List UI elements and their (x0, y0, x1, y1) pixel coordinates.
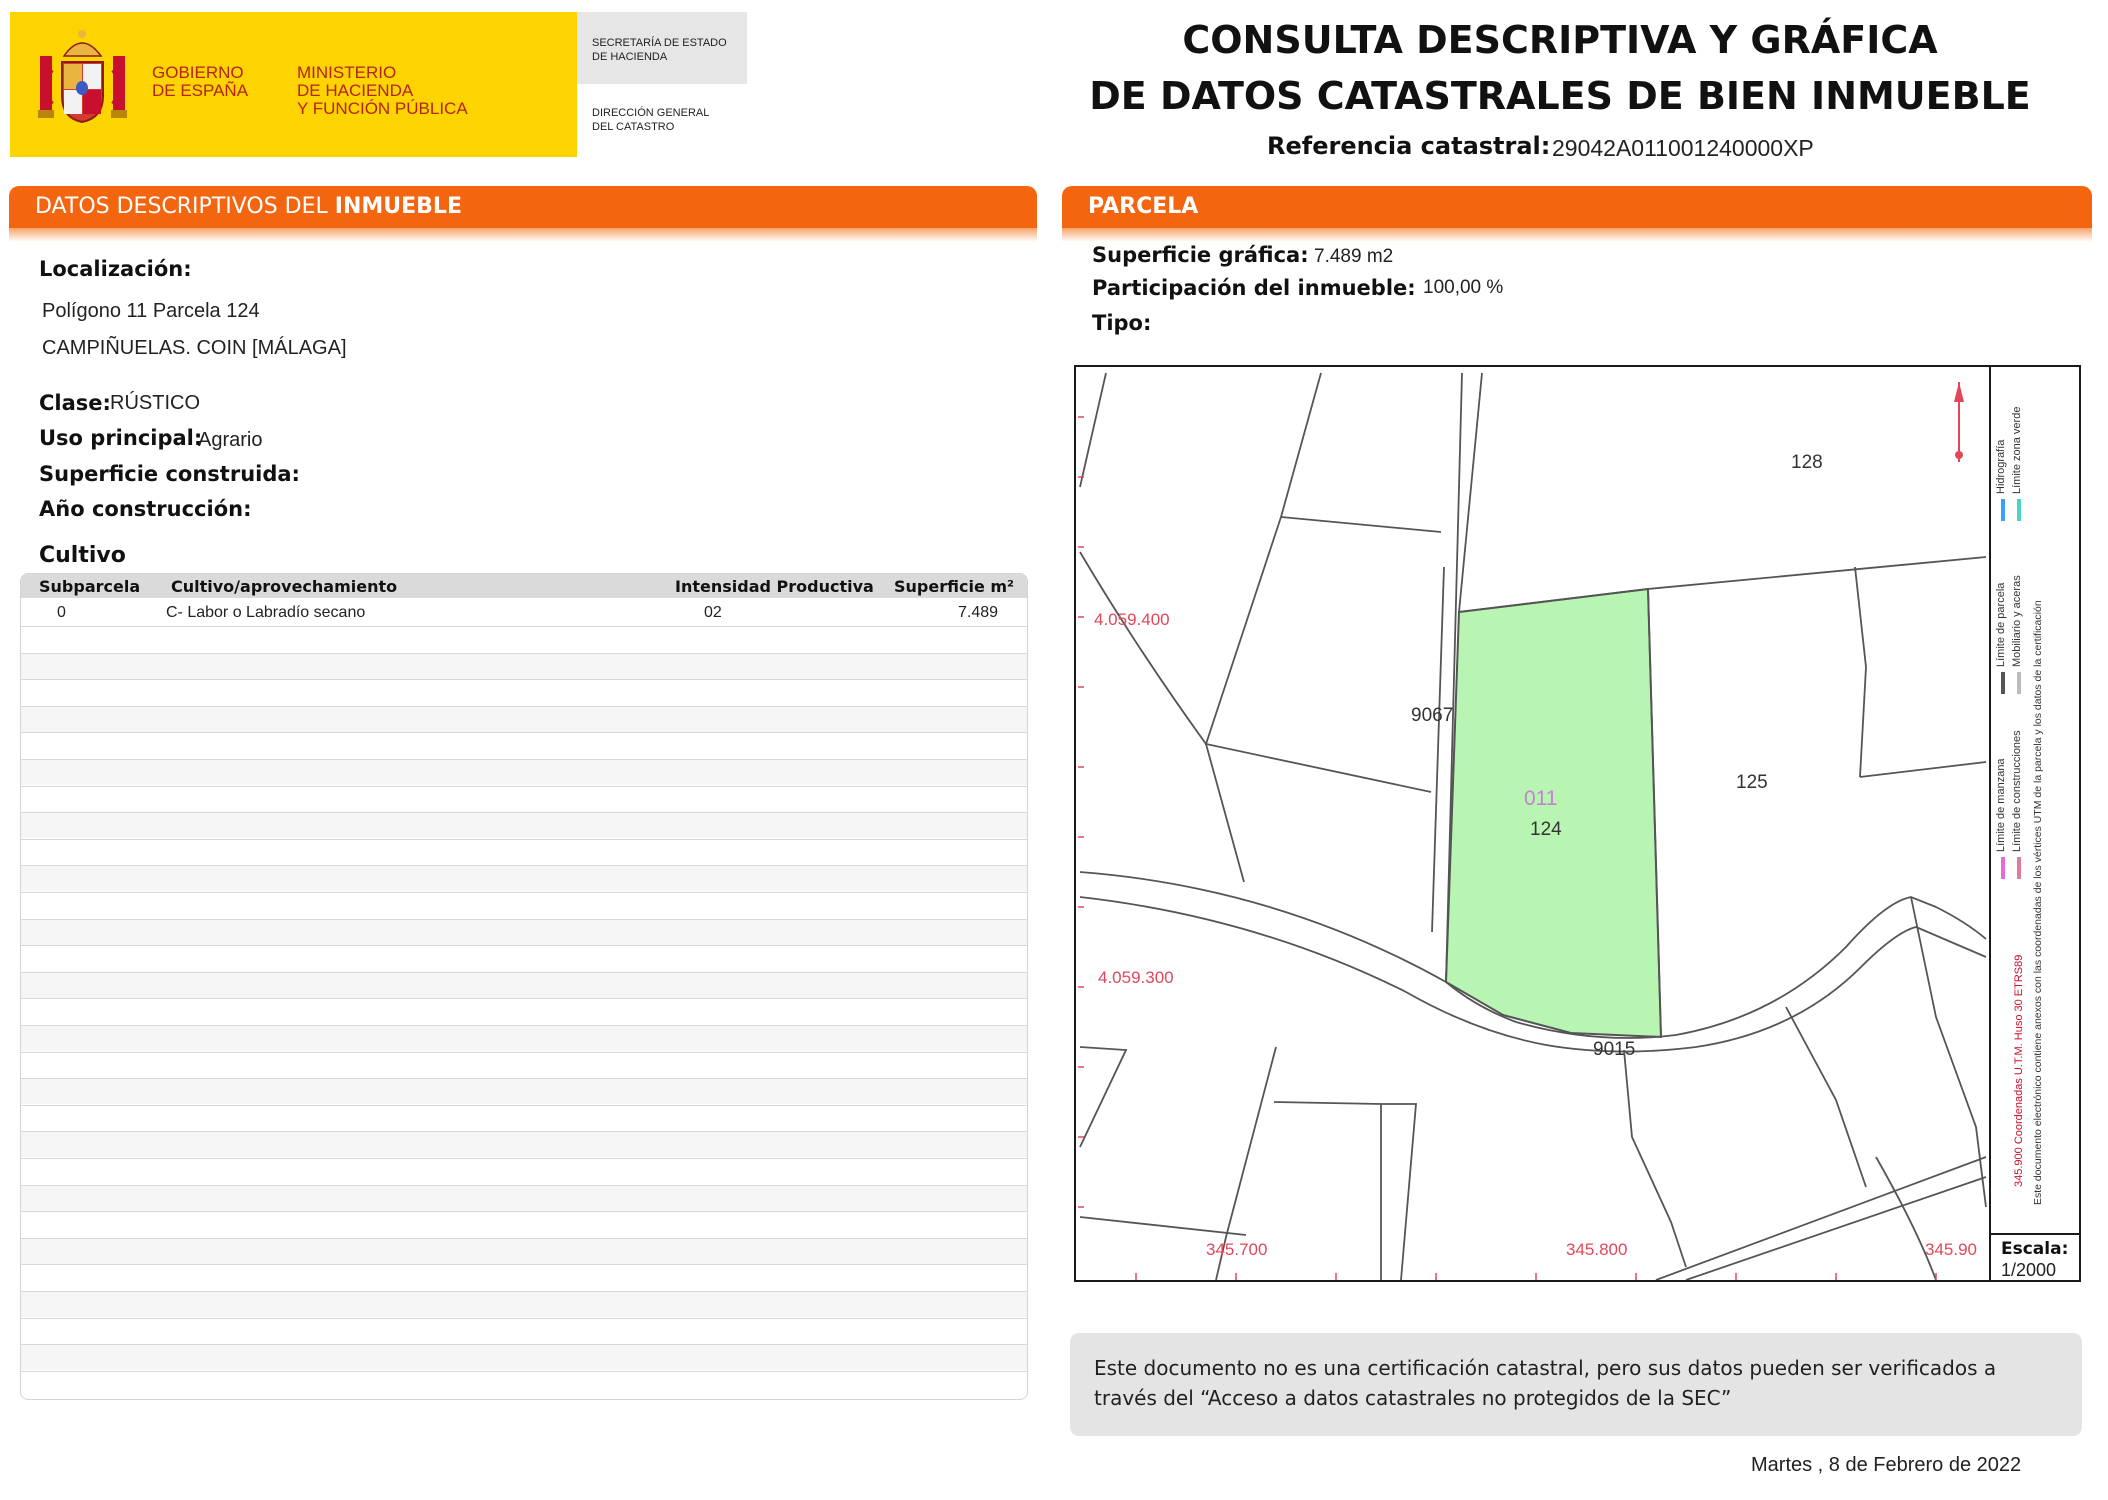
parcel-124-highlight (1446, 589, 1661, 1037)
table-row-line (21, 919, 1027, 920)
table-row-line (21, 732, 1027, 733)
table-row-band (21, 812, 1027, 838)
map-label-125: 125 (1736, 772, 1768, 793)
legend-construcciones: Límite de construcciones (2011, 730, 2023, 852)
localizacion-line-2: CAMPIÑUELAS. COIN [MÁLAGA] (42, 337, 347, 359)
ministerio-text: MINISTERIO DE HACIENDA Y FUNCIÓN PÚBLICA (297, 63, 468, 118)
section-datos-bold: INMUEBLE (334, 194, 462, 219)
superficie-grafica-label: Superficie gráfica: (1092, 243, 1309, 267)
table-row-band (21, 919, 1027, 945)
map-label-128: 128 (1791, 452, 1823, 473)
th-superficie: Superficie m² (894, 577, 1015, 596)
gobierno-text: GOBIERNO DE ESPAÑA (152, 63, 249, 100)
table-row-band (21, 1238, 1027, 1264)
legend-coord-note: 345.900 Coordenadas U.T.M. Huso 30 ETRS89 (2013, 954, 2025, 1187)
coat-of-arms-icon (30, 26, 135, 134)
map-polygon-label: 011 (1524, 787, 1558, 810)
table-row-line (21, 865, 1027, 866)
table-row-line (21, 892, 1027, 893)
title-line-1: CONSULTA DESCRIPTIVA Y GRÁFICA (1182, 18, 1938, 62)
uso-principal-value: Agrario (198, 429, 263, 451)
table-row-line (21, 1185, 1027, 1186)
coord-y-1: 4.059.400 (1094, 610, 1170, 629)
table-row-line (21, 812, 1027, 813)
cultivo-table (20, 573, 1028, 1400)
coord-x-3: 345.90 (1925, 1240, 1977, 1259)
tipo-label: Tipo: (1092, 311, 1152, 335)
coord-y-2: 4.059.300 (1098, 968, 1174, 987)
table-row-band (21, 706, 1027, 732)
table-row-band (21, 1185, 1027, 1211)
table-row-line (21, 1078, 1027, 1079)
table-row-line (21, 1211, 1027, 1212)
scale-value: 1/2000 (2001, 1260, 2057, 1280)
section-right-shadow (1062, 228, 2092, 242)
map-label-9067: 9067 (1411, 705, 1454, 726)
table-row-line (21, 972, 1027, 973)
legend-divider (1989, 367, 1991, 1280)
secretaria-text: SECRETARÍA DE ESTADO DE HACIENDA (592, 37, 727, 63)
th-cultivo: Cultivo/aprovechamiento (171, 577, 398, 596)
participacion-label: Participación del inmueble: (1092, 276, 1416, 300)
clase-value: RÚSTICO (110, 392, 200, 414)
th-subparcela: Subparcela (39, 577, 141, 596)
cell-intensidad: 02 (704, 604, 722, 621)
table-row-line (21, 1052, 1027, 1053)
title-line-2: DE DATOS CATASTRALES DE BIEN INMUEBLE (1089, 74, 2031, 118)
legend-parcela: Límite de parcela (1995, 582, 2007, 667)
table-row-band (21, 1344, 1027, 1370)
table-row-line (21, 1318, 1027, 1319)
table-header (21, 574, 1027, 598)
table-row-line (21, 1344, 1027, 1345)
legend-zona-verde: Límite zona verde (2011, 406, 2023, 494)
localizacion-label: Localización: (39, 257, 192, 281)
table-row-line (21, 1025, 1027, 1026)
table-row-line (21, 786, 1027, 787)
table-row-band (21, 653, 1027, 679)
ano-construccion-label: Año construcción: (39, 497, 252, 521)
table-row-line (21, 1131, 1027, 1132)
section-datos-prefix: DATOS DESCRIPTIVOS DEL (35, 194, 335, 219)
section-datos-descriptivos (9, 186, 1037, 228)
table-row-band (21, 1291, 1027, 1317)
participacion-value: 100,00 % (1423, 277, 1504, 298)
uso-principal-label: Uso principal: (39, 426, 203, 450)
table-row-line (21, 1105, 1027, 1106)
cultivo-title: Cultivo (39, 543, 126, 568)
table-row-line (21, 1371, 1027, 1372)
cell-cultivo: C- Labor o Labradío secano (166, 604, 366, 621)
parcel-map (1074, 365, 2081, 1282)
document-date: Martes , 8 de Febrero de 2022 (1751, 1454, 2022, 1476)
table-row-line (21, 759, 1027, 760)
map-parcel-label: 124 (1530, 819, 1562, 840)
table-row-line (21, 945, 1027, 946)
north-arrow-icon (1954, 382, 1964, 462)
clase-label: Clase: (39, 391, 111, 415)
scale-label: Escala: (2001, 1239, 2069, 1259)
legend-manzana: Límite de manzana (1995, 758, 2007, 852)
table-row-band (21, 972, 1027, 998)
section-left-shadow (9, 228, 1037, 242)
table-row-line (21, 998, 1027, 999)
table-row-line (21, 839, 1027, 840)
ref-label: Referencia catastral: (1267, 132, 1551, 160)
legend-doc-note: Este documento electrónico contiene anexos con las coordenadas de los vértices UTM de la parcela y los datos de la certificación (2032, 600, 2044, 1205)
table-row-line (21, 626, 1027, 627)
table-row-line (21, 1291, 1027, 1292)
legend-hidrografia: Hidrografía (1995, 439, 2007, 494)
th-intensidad: Intensidad Productiva (675, 577, 874, 596)
table-row-band (21, 759, 1027, 785)
legend-mobiliario: Mobiliario y aceras (2011, 575, 2023, 667)
ref-value: 29042A011001240000XP (1552, 135, 1814, 161)
table-row-line (21, 653, 1027, 654)
direccion-text: DIRECCIÓN GENERAL DEL CATASTRO (592, 107, 710, 133)
verification-note: Este documento no es una certificación catastral, pero sus datos pueden ser verificados a través del “Acceso a datos catastrales no protegidos de la SEC” (1070, 1333, 2082, 1436)
scale-divider (1989, 1233, 2081, 1235)
table-row-line (21, 706, 1027, 707)
table-row-line (21, 1238, 1027, 1239)
coord-x-1: 345.700 (1206, 1240, 1268, 1259)
superficie-construida-label: Superficie construida: (39, 462, 300, 486)
table-row-band (21, 1078, 1027, 1104)
coord-x-2: 345.800 (1566, 1240, 1628, 1259)
table-row-band (21, 865, 1027, 891)
table-row-line (21, 1158, 1027, 1159)
table-row-band (21, 1131, 1027, 1157)
document-title (1080, 12, 2040, 124)
cell-superficie: 7.489 (958, 604, 999, 621)
cell-subparcela: 0 (57, 604, 66, 621)
table-row-band (21, 1025, 1027, 1051)
superficie-grafica-value: 7.489 m2 (1314, 246, 1394, 267)
table-row-line (21, 679, 1027, 680)
table-row-line (21, 1264, 1027, 1265)
map-label-9015: 9015 (1593, 1039, 1636, 1060)
localizacion-line-1: Polígono 11 Parcela 124 (42, 300, 260, 322)
section-parcela: PARCELA (1062, 186, 2092, 228)
